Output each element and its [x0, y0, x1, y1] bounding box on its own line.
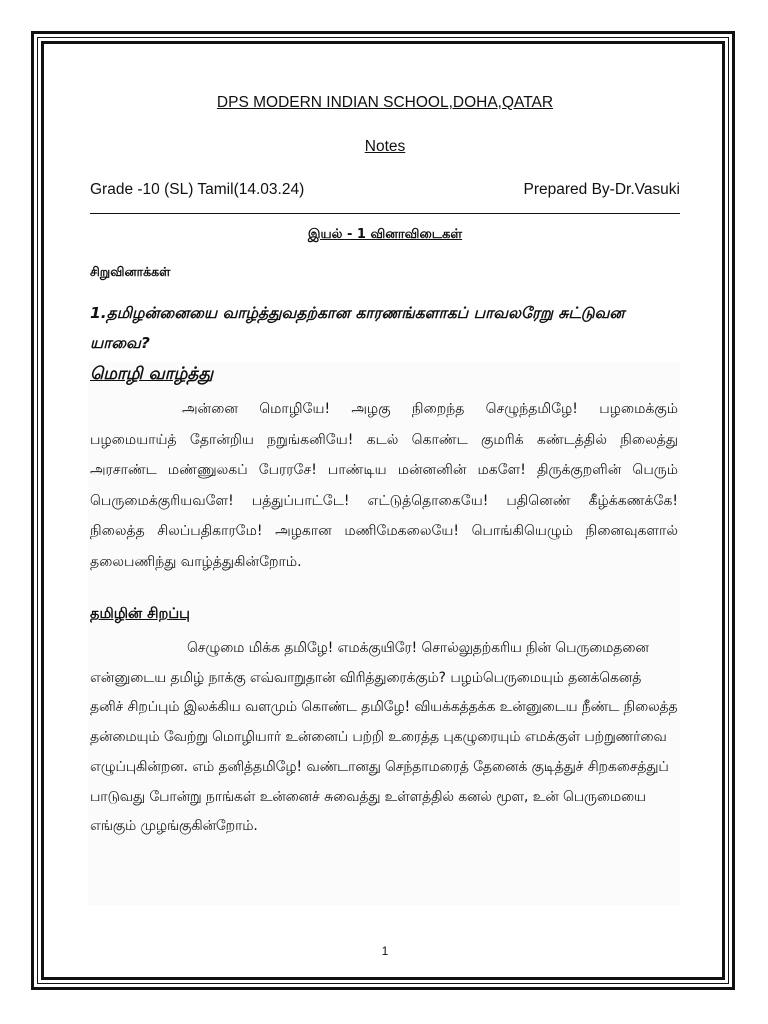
- section-heading-1: மொழி வாழ்த்து: [90, 364, 214, 384]
- lesson-title: இயல் - 1 வினாவிடைகள்: [307, 227, 463, 242]
- section-heading-2: தமிழின் சிறப்பு: [90, 606, 190, 622]
- section-label: சிறுவினாக்கள்: [90, 264, 171, 279]
- section-text-1: அன்னை மொழியே! அழகு நிறைந்த செழுந்தமிழே! பழமைக்கும் பழமையாய்த் தோன்றிய நறுங்கனியே! கடல் கொண்ட குமரிக் கண்டத்தில் நிலைத்து அரசாண்ட மண்ணுலகப் பேரரசே! பாண்டிய மன்னனின் மகளே! திருக்குறளின் பெரும் பெருமைக்குரியவளே! பத்துப்பாட்டே! எட்டுத்தொகையே! பதினெண் கீழ்க்கணக்கே! நிலைத்த சிலப்பதிகாரமே! அழகான மணிமேகலையே! பொங்கியெழும் நினைவுகளால் தலைபணிந்து வாழ்த்துகின்றோம்.: [90, 401, 678, 570]
- school-name: DPS MODERN INDIAN SCHOOL,DOHA,QATAR: [216, 94, 554, 111]
- header-divider: [90, 213, 680, 214]
- prepared-by: Prepared By-Dr.Vasuki: [523, 181, 680, 198]
- section-paragraph-1: [90, 394, 678, 577]
- document-type: Notes: [364, 138, 406, 155]
- grade-row: [90, 181, 680, 199]
- section-paragraph-2: [90, 634, 678, 842]
- section-text-2: செழுமை மிக்க தமிழே! எமக்குயிரே! சொல்லுதற்கரிய நின் பெருமைதனை என்னுடைய தமிழ் நாக்கு எவ்வாறுதான் விரித்துரைக்கும்? பழம்பெருமையும் தனக்கெனத் தனிச் சிறப்பும் இலக்கிய வளமும் கொண்ட தமிழே! வியக்கத்தக்க உன்னுடைய நீண்ட நிலைத்த தன்மையும் வேற்று மொழியார் உன்னைப் பற்றி உரைத்த புகழுரையும் எமக்குள் பற்றுணர்வை எழுப்புகின்றன. எம் தனித்தமிழே! வண்டானது செந்தாமரைத் தேனைக் குடித்துச் சிறகசைத்துப் பாடுவது போன்று நாங்கள் உன்னைச் சுவைத்து உள்ளத்தில் கனல் மூள, உன் பெருமையை எங்கும் முழங்குகின்றோம்.: [90, 640, 678, 835]
- question: 1.தமிழன்னையை வாழ்த்துவதற்கான காரணங்களாகப் பாவலரேறு சுட்டுவன யாவை?: [90, 304, 625, 352]
- page-number: 1: [381, 944, 389, 958]
- grade-label: Grade -10 (SL) Tamil(14.03.24): [90, 181, 305, 198]
